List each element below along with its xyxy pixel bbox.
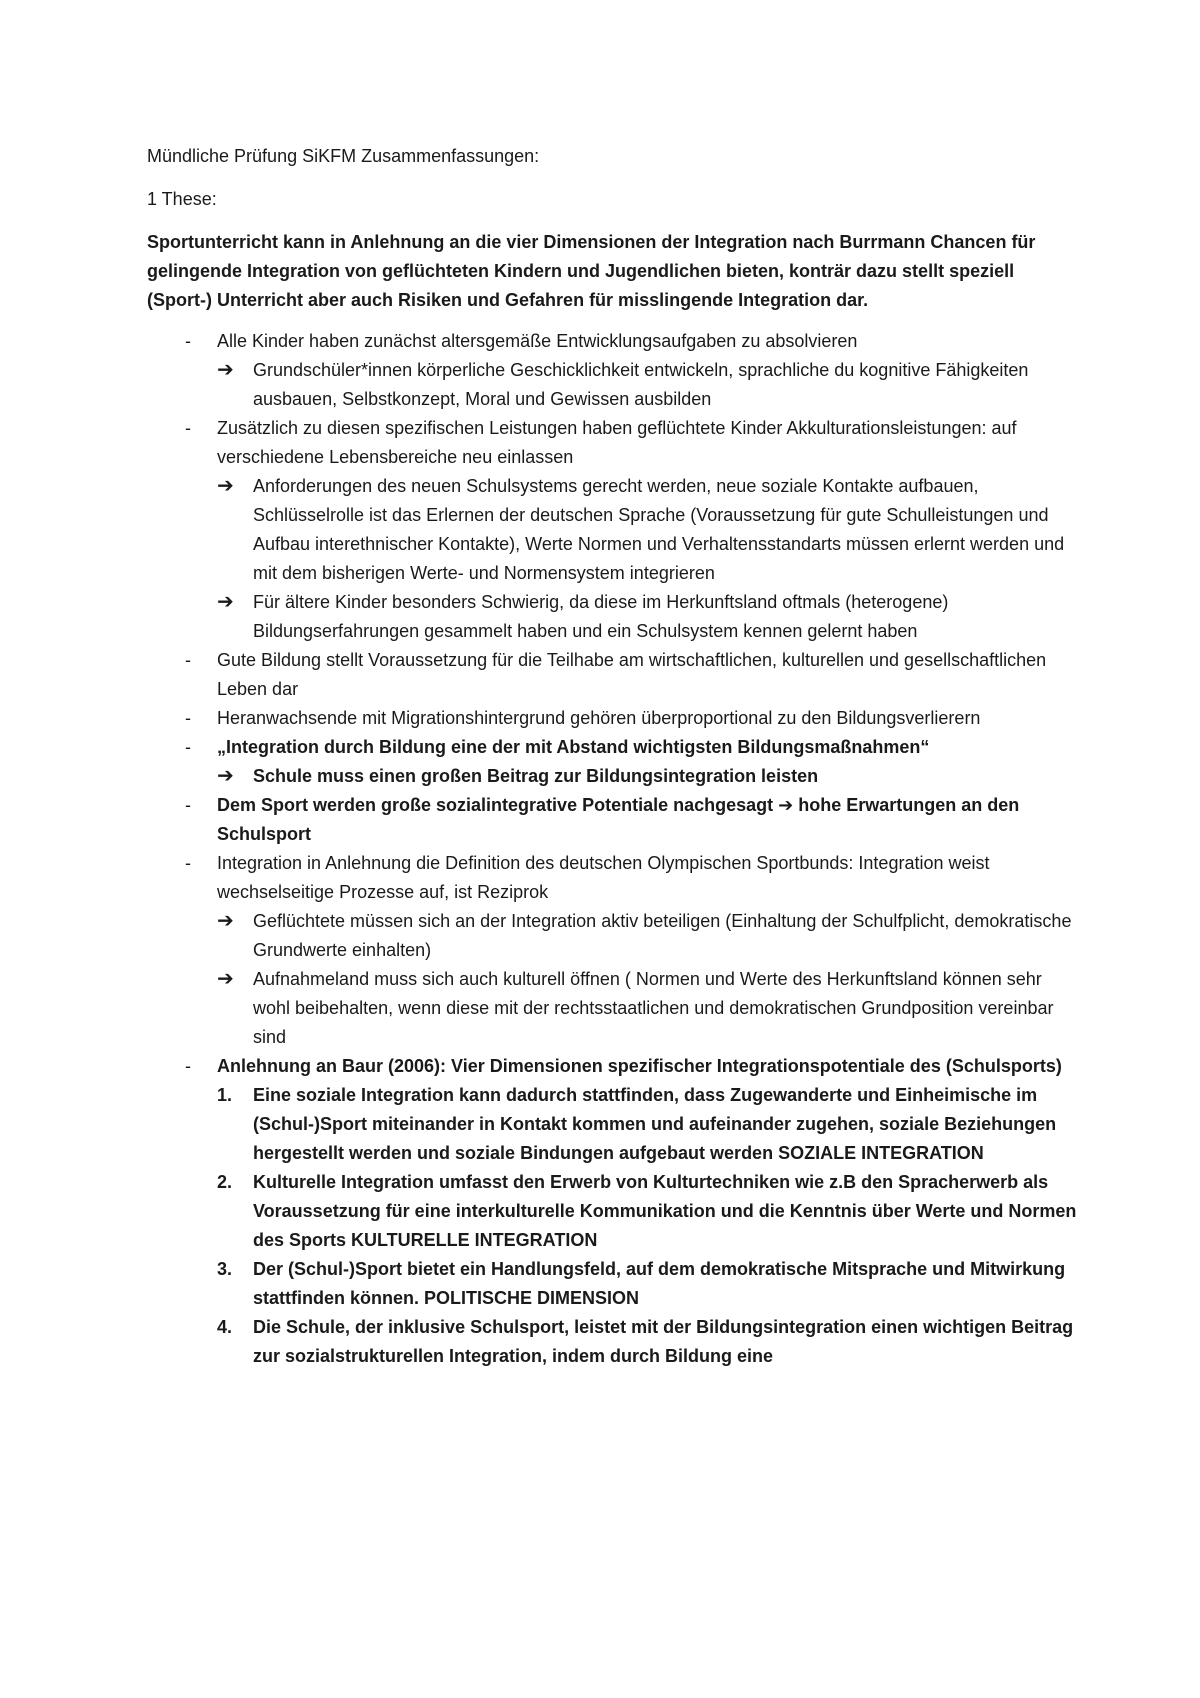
numbered-item	[217, 1081, 1077, 1168]
numbered-item	[217, 1313, 1077, 1371]
numbered-item-text: Eine soziale Integration kann dadurch stattfinden, dass Zugewanderte und Einheimische im (Schul-)Sport miteinander in Kontakt kommen und aufeinander zugehen, soziale Beziehungen hergestellt werden und soziale Bindungen aufgebaut werden SOZIALE INTEGRATION	[253, 1085, 1057, 1163]
dash-bullet: -	[185, 418, 191, 438]
item-number: 4.	[217, 1317, 233, 1337]
list-item	[147, 646, 1077, 704]
arrow-item	[217, 588, 1077, 646]
list-item	[147, 327, 1077, 414]
list-item-text: Zusätzlich zu diesen spezifischen Leistungen haben geflüchtete Kinder Akkulturationsleistungen: auf verschiedene Lebensbereiche neu einlassen	[217, 418, 1017, 467]
list-item	[147, 1052, 1077, 1371]
numbered-item	[217, 1255, 1077, 1313]
dash-bullet: -	[185, 650, 191, 670]
document-title: Mündliche Prüfung SiKFM Zusammenfassungen:	[147, 146, 540, 166]
arrow-list	[217, 762, 1077, 791]
numbered-item-text: Der (Schul-)Sport bietet ein Handlungsfeld, auf dem demokratische Mitsprache und Mitwirkung stattfinden können. POLITISCHE DIMENSION	[253, 1259, 1066, 1308]
numbered-item-text: Die Schule, der inklusive Schulsport, leistet mit der Bildungsintegration einen wichtigen Beitrag zur sozialstrukturellen Integration, indem durch Bildung eine	[253, 1317, 1074, 1366]
list-item-text: Gute Bildung stellt Voraussetzung für die Teilhabe am wirtschaftlichen, kulturellen und gesellschaftlichen Leben dar	[217, 650, 1047, 699]
item-number: 3.	[217, 1259, 233, 1279]
arrow-item-text: Grundschüler*innen körperliche Geschicklichkeit entwickeln, sprachliche du kognitive Fähigkeiten ausbauen, Selbstkonzept, Moral und Gewissen ausbilden	[253, 360, 1029, 409]
list-item-text: Anlehnung an Baur (2006): Vier Dimensionen spezifischer Integrationspotentiale des (Schulsports)	[217, 1056, 1062, 1076]
arrow-right-icon: ➔	[778, 795, 794, 815]
thesis-statement: Sportunterricht kann in Anlehnung an die vier Dimensionen der Integration nach Burrmann Chancen für gelingende Integration von geflüchteten Kindern und Jugendlichen bieten, konträr dazu stellt speziell (Sport-) Unterricht aber auch Risiken und Gefahren für misslingende Integration dar.	[147, 232, 1036, 310]
list-item	[147, 414, 1077, 646]
arrow-right-icon: ➔	[217, 910, 234, 932]
arrow-item	[217, 907, 1077, 965]
arrow-list	[217, 356, 1077, 414]
item-number: 1.	[217, 1085, 233, 1105]
list-item-text: Alle Kinder haben zunächst altersgemäße Entwicklungsaufgaben zu absolvieren	[217, 331, 858, 351]
dash-bullet: -	[185, 795, 191, 815]
arrow-item-text: Schule muss einen großen Beitrag zur Bildungsintegration leisten	[253, 766, 819, 786]
dash-bullet: -	[185, 708, 191, 728]
list-item-text-after: hohe Erwartungen an den Schulsport	[217, 795, 1020, 844]
list-item	[147, 849, 1077, 1052]
numbered-list	[217, 1081, 1077, 1371]
arrow-item	[217, 965, 1077, 1052]
arrow-list	[217, 907, 1077, 1052]
dash-bullet: -	[185, 853, 191, 873]
arrow-item	[217, 472, 1077, 588]
arrow-item	[217, 762, 1077, 791]
document-content	[147, 142, 1077, 1371]
dash-bullet: -	[185, 1056, 191, 1076]
arrow-right-icon: ➔	[217, 591, 234, 613]
numbered-item-text: Kulturelle Integration umfasst den Erwerb von Kulturtechniken wie z.B den Spracherwerb als Voraussetzung für eine interkulturelle Kommunikation und die Kenntnis über Werte und Normen des Sports KULTURELLE INTEGRATION	[253, 1172, 1077, 1250]
arrow-item	[217, 356, 1077, 414]
numbered-item	[217, 1168, 1077, 1255]
arrow-list	[217, 472, 1077, 646]
arrow-item-text: Anforderungen des neuen Schulsystems gerecht werden, neue soziale Kontakte aufbauen, Schlüsselrolle ist das Erlernen der deutschen Sprache (Voraussetzung für gute Schulleistungen und Aufbau interethnischer Kontakte), Werte Normen und Verhaltensstandarts müssen erlernt werden und mit dem bisherigen Werte- und Normensystem integrieren	[253, 476, 1065, 583]
arrow-right-icon: ➔	[217, 475, 234, 497]
list-item-text: „Integration durch Bildung eine der mit Abstand wichtigsten Bildungsmaßnahmen“	[217, 737, 930, 757]
list-item-text: Heranwachsende mit Migrationshintergrund gehören überproportional zu den Bildungsverlierern	[217, 708, 981, 728]
arrow-right-icon: ➔	[217, 765, 234, 787]
arrow-item-text: Geflüchtete müssen sich an der Integration aktiv beteiligen (Einhaltung der Schulfplicht, demokratische Grundwerte einhalten)	[253, 911, 1072, 960]
list-item-text: Integration in Anlehnung die Definition des deutschen Olympischen Sportbunds: Integration weist wechselseitige Prozesse auf, ist Reziprok	[217, 853, 990, 902]
list-item	[147, 733, 1077, 791]
item-number: 2.	[217, 1172, 233, 1192]
bullet-list	[147, 327, 1077, 1371]
arrow-item-text: Aufnahmeland muss sich auch kulturell öffnen ( Normen und Werte des Herkunftsland können sehr wohl beibehalten, wenn diese mit der rechtsstaatlichen und demokratischen Grundposition vereinbar sind	[253, 969, 1054, 1047]
list-item	[147, 704, 1077, 733]
these-heading: 1 These:	[147, 189, 217, 209]
arrow-item-text: Für ältere Kinder besonders Schwierig, da diese im Herkunftsland oftmals (heterogene) Bildungserfahrungen gesammelt haben und ein Schulsystem kennen gelernt haben	[253, 592, 949, 641]
dash-bullet: -	[185, 737, 191, 757]
list-item-text-before: Dem Sport werden große sozialintegrative Potentiale nachgesagt	[217, 795, 774, 815]
dash-bullet: -	[185, 331, 191, 351]
list-item	[147, 791, 1077, 849]
arrow-right-icon: ➔	[217, 968, 234, 990]
arrow-right-icon: ➔	[217, 359, 234, 381]
